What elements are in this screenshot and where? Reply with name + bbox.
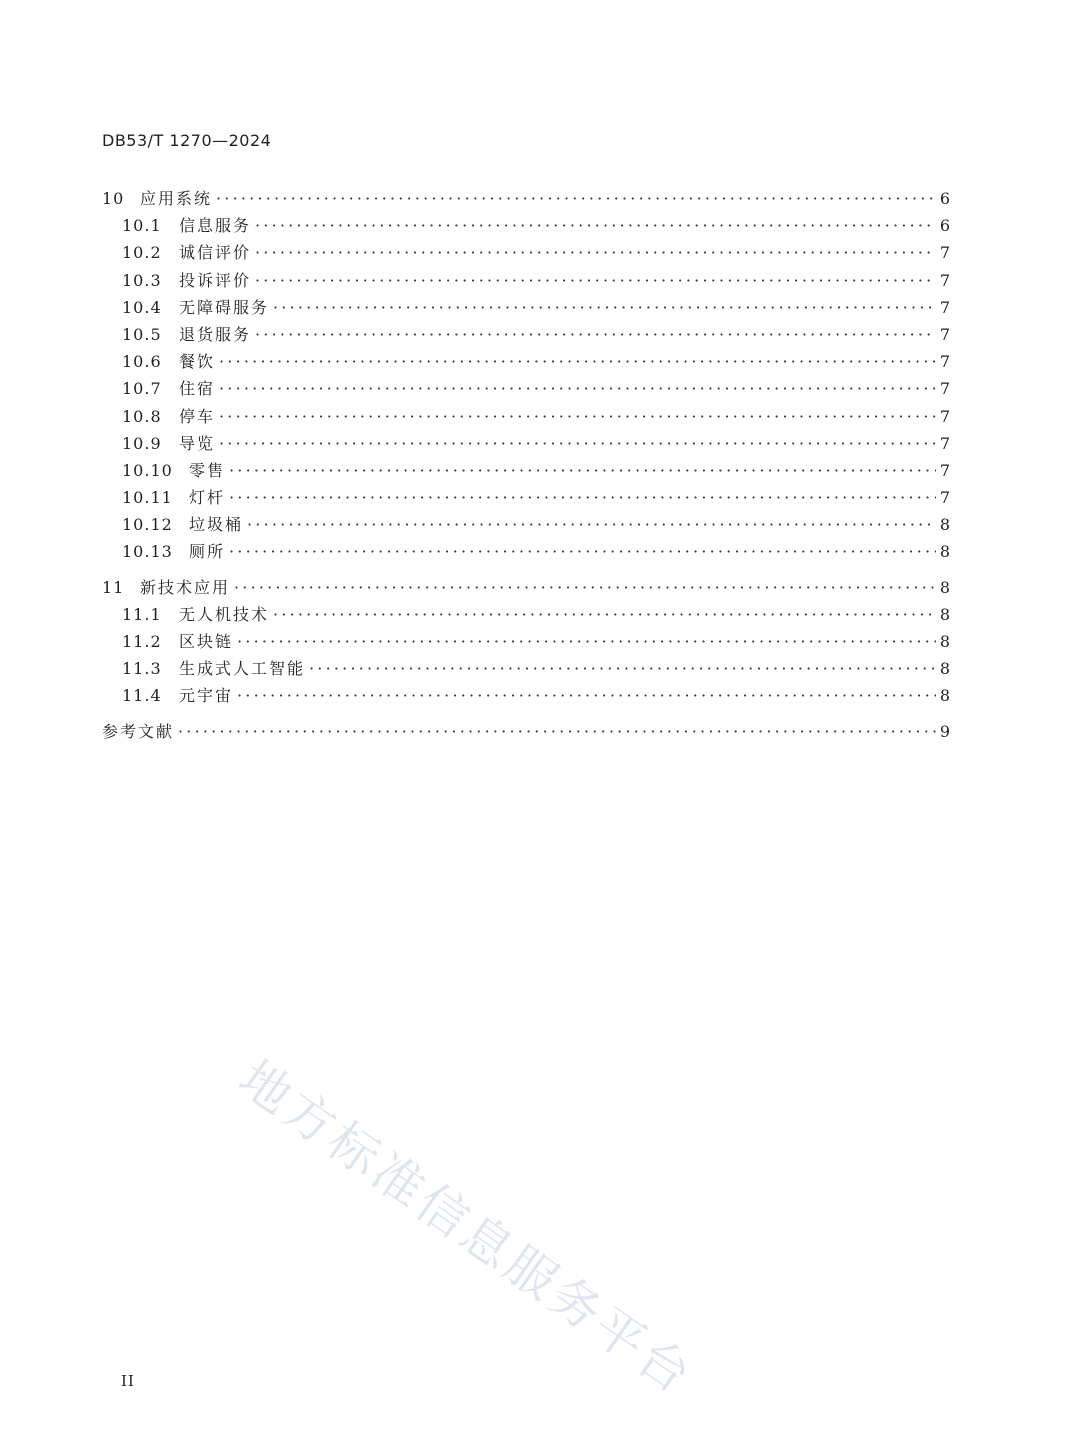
dot-leader [229,538,936,565]
toc-entry-number: 11.3 [122,659,162,679]
toc-entry[interactable] [102,185,950,212]
toc-entry-title: 退货服务 [179,324,252,344]
toc-entry-title: 餐饮 [179,352,216,372]
toc-entry-page: 9 [939,721,950,741]
toc-entry-page: 7 [939,270,950,290]
toc-entry-title: 住宿 [179,379,216,399]
toc-entry-page: 7 [939,433,950,453]
toc-entry-title: 区块链 [179,632,234,651]
toc-entry[interactable] [102,538,950,565]
toc-entry-number: 10.7 [122,379,162,399]
dot-leader [247,511,936,538]
toc-entry[interactable] [102,655,950,682]
toc-entry-page: 8 [939,604,950,624]
toc-entry-page: 7 [939,488,950,508]
toc-entry-references[interactable] [102,718,950,745]
toc-entry[interactable] [102,601,950,628]
toc-entry[interactable] [102,430,950,457]
toc-entry-page: 6 [939,216,950,236]
dot-leader [178,718,936,745]
toc-entry[interactable] [102,511,950,538]
toc-entry[interactable] [102,484,950,511]
toc-entry-title: 应用系统 [140,189,213,208]
dot-leader [234,574,936,601]
dot-leader [219,375,936,402]
toc-entry[interactable] [102,212,950,239]
toc-entry-number: 10.13 [122,542,173,562]
dot-leader [219,348,936,375]
toc-entry-title: 元宇宙 [179,686,234,706]
toc-entry[interactable] [102,574,950,601]
dot-leader [309,655,936,682]
watermark: 地方标准信息服务平台 [228,1049,705,1407]
dot-leader [273,294,936,321]
toc-entry-number: 10.9 [122,433,162,453]
toc-entry[interactable] [102,457,950,484]
toc-entry-page: 8 [939,632,950,651]
dot-leader [237,628,936,655]
toc-entry-number: 10.10 [122,460,173,480]
dot-leader [237,682,936,709]
toc-entry-number: 11.2 [122,632,162,651]
dot-leader [273,601,936,628]
toc-entry-title: 垃圾桶 [189,515,244,535]
toc-entry[interactable] [102,348,950,375]
toc-entry-title: 导览 [179,433,216,453]
toc-entry-title: 停车 [179,406,216,426]
toc-entry-number: 10.2 [122,243,162,263]
dot-leader [255,321,936,348]
toc-entry-number: 10.4 [122,297,162,317]
toc-entry-page: 7 [939,352,950,372]
toc-entry[interactable] [102,682,950,709]
toc-entry-title: 生成式人工智能 [179,659,306,679]
toc-entry-title: 厕所 [189,542,226,562]
toc-entry-title: 无人机技术 [179,604,270,624]
toc-entry-number: 11.1 [122,604,162,624]
toc-entry-number: 11.4 [122,686,162,706]
dot-leader [216,185,936,212]
document-code: DB53/T 1270—2024 [102,131,272,150]
toc-entry-title: 参考文献 [102,721,175,741]
toc-entry-page: 7 [939,243,950,263]
toc-entry-page: 7 [939,379,950,399]
toc-entry[interactable] [102,321,950,348]
toc-entry-page: 6 [939,189,950,208]
toc-entry-title: 投诉评价 [179,270,252,290]
toc-entry-title: 诚信评价 [179,243,252,263]
toc-entry-page: 7 [939,460,950,480]
toc-entry-page: 7 [939,324,950,344]
toc-entry-page: 7 [939,406,950,426]
toc-entry-title: 新技术应用 [140,577,231,597]
toc-entry-page: 7 [939,297,950,317]
table-of-contents [102,185,950,745]
toc-entry-number: 10 [102,189,125,208]
toc-entry-number: 10.11 [122,488,173,508]
toc-entry[interactable] [102,294,950,321]
toc-entry[interactable] [102,267,950,294]
toc-entry[interactable] [102,239,950,266]
toc-entry-number: 10.5 [122,324,162,344]
toc-entry-number: 10.3 [122,270,162,290]
toc-entry-title: 信息服务 [179,216,252,236]
toc-entry-number: 11 [102,577,125,597]
toc-entry-number: 10.6 [122,352,162,372]
toc-entry[interactable] [102,375,950,402]
toc-entry-page: 8 [939,515,950,535]
dot-leader [255,267,936,294]
toc-entry-title: 零售 [189,460,226,480]
toc-entry-page: 8 [939,659,950,679]
toc-entry[interactable] [102,628,950,655]
dot-leader [229,457,936,484]
toc-entry-page: 8 [939,542,950,562]
dot-leader [229,484,936,511]
toc-entry-number: 10.1 [122,216,162,236]
toc-entry-number: 10.12 [122,515,173,535]
dot-leader [255,212,936,239]
page-number: II [121,1372,135,1390]
toc-entry-page: 8 [939,577,950,597]
toc-entry-title: 灯杆 [189,488,226,508]
toc-entry-page: 8 [939,686,950,706]
dot-leader [219,403,936,430]
toc-entry-title: 无障碍服务 [179,297,270,317]
toc-entry[interactable] [102,403,950,430]
dot-leader [255,239,936,266]
dot-leader [219,430,936,457]
toc-entry-number: 10.8 [122,406,162,426]
